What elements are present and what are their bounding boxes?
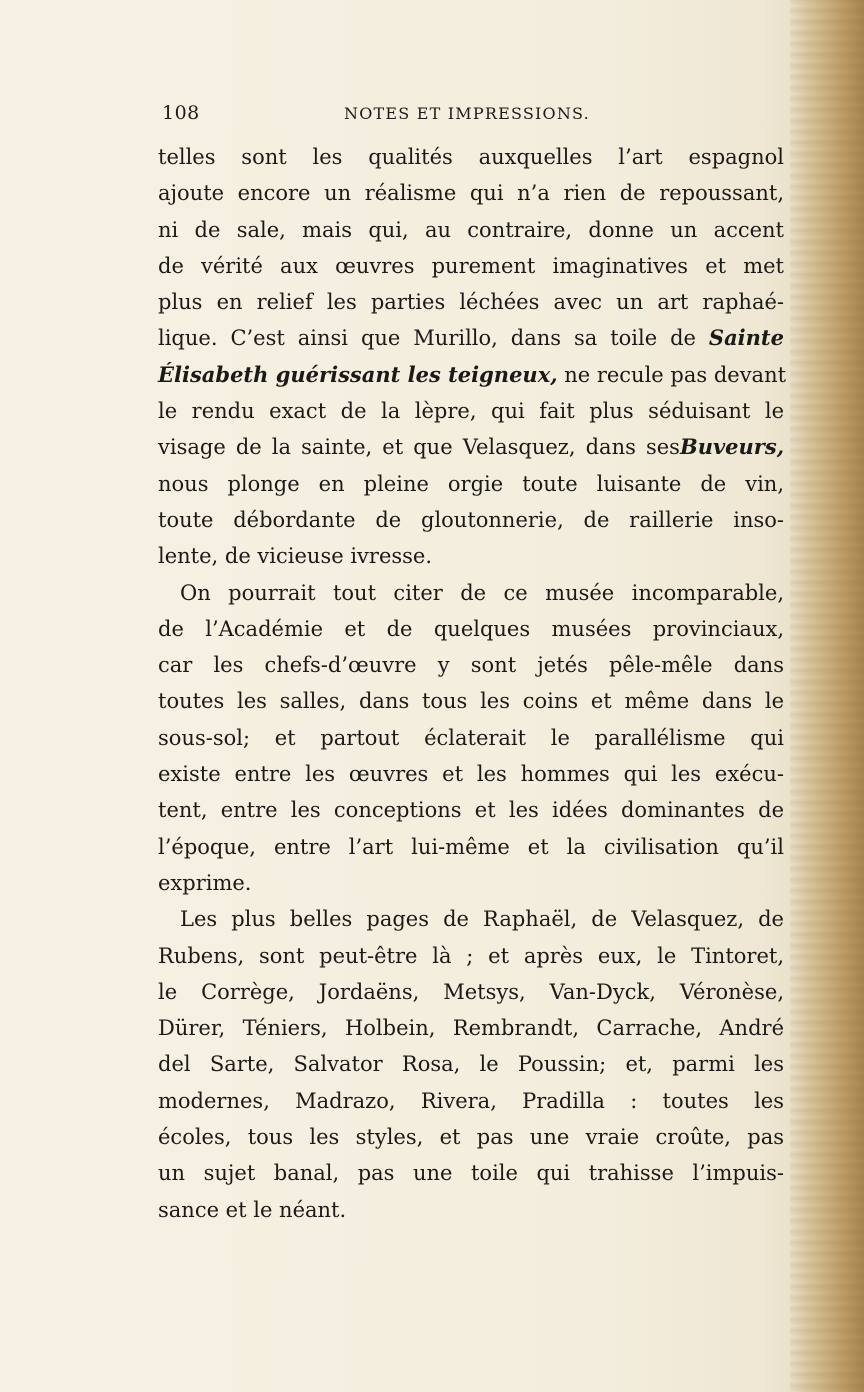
text-line: sance et le néant. [158,1197,347,1222]
text-line: toute débordante de gloutonnerie, de raillerie inso- [158,507,784,532]
text-line [158,320,784,356]
text-line: del Sarte, Salvator Rosa, le Poussin; et, parmi les [158,1052,784,1077]
artwork-title: Buveurs, [679,434,784,460]
text-line: exprime. [158,870,252,895]
text-line: ni de sale, mais qui, au contraire, donne un accent [158,217,784,242]
text-line: ajoute encore un réalisme qui n’a rien de repoussant, [158,181,784,206]
text-line: nous plonge en pleine orgie toute luisante de vin, [158,471,784,496]
text-line: l’époque, entre l’art lui-même et la civilisation qu’il [158,834,784,859]
text-line: car les chefs-d’œuvre y sont jetés pêle-mêle dans [158,653,784,678]
text-fragment: ne recule pas devant [557,362,787,387]
running-title: NOTES ET IMPRESSIONS. [344,104,590,123]
text-line [158,357,787,393]
text-line: de l’Académie et de quelques musées provinciaux, [158,616,784,641]
text-line: Dürer, Téniers, Holbein, Rembrandt, Carrache, André [158,1016,784,1041]
running-head [162,102,600,132]
text-fragment: visage de la sainte, et que Velasquez, dans ses [158,435,680,460]
page-edge [790,0,864,1392]
text-line: telles sont les qualités auxquelles l’art espagnol [158,145,784,169]
text-line: On pourrait tout citer de ce musée incomparable, [180,580,784,605]
artwork-title: Élisabeth guérissant les teigneux, [158,361,558,387]
text-line: un sujet banal, pas une toile qui trahisse l’impuis- [158,1161,784,1186]
text-line: modernes, Madrazo, Rivera, Pradilla : toutes les [158,1088,784,1113]
page-number: 108 [162,102,200,124]
text-line: lente, de vicieuse ivresse. [158,544,433,569]
text-line: plus en relief les parties léchées avec un art raphaé- [158,290,784,315]
text-fragment: lique. C’est ainsi que Murillo, dans sa toile de [158,326,709,351]
text-line: le Corrège, Jordaëns, Metsys, Van-Dyck, Véronèse, [158,979,784,1004]
body-text [158,139,787,1228]
text-line: Les plus belles pages de Raphaël, de Velasquez, de [180,907,784,932]
text-line: sous-sol; et partout éclaterait le parallélisme qui [158,725,784,750]
text-line: le rendu exact de la lèpre, qui fait plus séduisant le [158,399,784,424]
artwork-title: Sainte [708,325,784,351]
text-line: existe entre les œuvres et les hommes qui les exécu- [158,762,784,787]
text-line: tent, entre les conceptions et les idées dominantes de [158,798,784,823]
text-line: Rubens, sont peut-être là ; et après eux, le Tintoret, [158,943,784,968]
text-line [158,429,784,465]
text-line: écoles, tous les styles, et pas une vraie croûte, pas [158,1125,784,1150]
text-line: toutes les salles, dans tous les coins et même dans le [158,689,784,714]
text-line: de vérité aux œuvres purement imaginatives et met [158,253,784,278]
